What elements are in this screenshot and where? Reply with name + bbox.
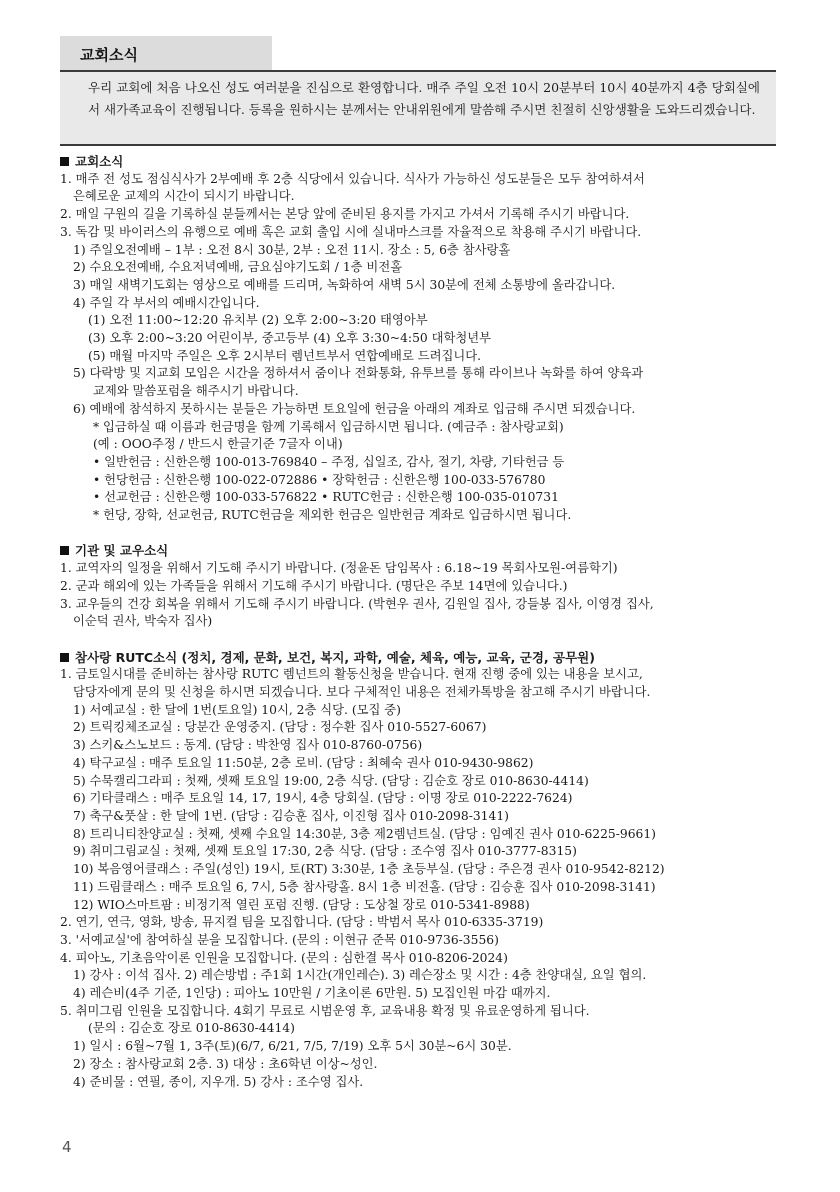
list-item: 12) WIO스마트팜 : 비정기적 열린 포럼 진행. (담당 : 도상철 장로 010-5341-8988) [73, 897, 530, 912]
list-item: (3) 오후 2:00~3:20 어린이부, 중고등부 (4) 오후 3:30~4:50 대학청년부 [88, 331, 492, 346]
list-item: 4) 레슨비(4주 기준, 1인당) : 피아노 10만원 / 기초이론 6만원. 5) 모집인원 마감 때까지. [73, 986, 551, 1001]
spacer [60, 525, 776, 543]
list-item: 4. 피아노, 기초음악이론 인원을 모집합니다. (문의 : 심한결 목사 010-8206-2024) [60, 950, 508, 965]
list-item: 담당자에게 문의 및 신청을 하시면 되겠습니다. 보다 구체적인 내용은 전체카톡방을 참고해 주시기 바랍니다. [73, 685, 651, 700]
welcome-box: 우리 교회에 처음 나오신 성도 여러분을 진심으로 환영합니다. 매주 주일 오전 10시 20분부터 10시 40분까지 4층 당회실에서 새가족교육이 진행됩니다. 등록을 원하시는 분께서는 안내위원에게 말씀해 주시면 친절히 신앙생활을 도와드리겠습니다. [60, 72, 776, 146]
list-item: (문의 : 김순호 장로 010-8630-4414) [88, 1021, 295, 1036]
list-item: 5) 다락방 및 지교회 모임은 시간을 정하셔서 줌이나 전화통화, 유투브를 통해 라이브나 녹화를 하여 양육과 [73, 366, 644, 381]
list-item: 6) 기타클래스 : 매주 토요일 14, 17, 19시, 4층 당회실. (담당 : 이명 장로 010-2222-7624) [73, 791, 573, 806]
list-item: 1. 금토일시대를 준비하는 참사랑 RUTC 렘넌트의 활동신청을 받습니다. 현재 진행 중에 있는 내용을 보시고, [60, 667, 643, 682]
list-item: 4) 준비물 : 연필, 종이, 지우개. 5) 강사 : 조수영 집사. [73, 1074, 364, 1089]
list-item: 8) 트리니티찬양교실 : 첫째, 셋째 수요일 14:30분, 3층 제2렘넌트실. (담당 : 임예진 권사 010-6225-9661) [73, 826, 656, 841]
list-item: 9) 취미그림교실 : 첫째, 셋째 토요일 17:30, 2층 식당. (담당 : 조수영 집사 010-3777-8315) [73, 844, 577, 859]
list-item: 2. 군과 해외에 있는 가족들을 위해서 기도해 주시기 바랍니다. (명단은 주보 14면에 있습니다.) [60, 578, 568, 593]
list-item: 3. 교우들의 건강 회복을 위해서 기도해 주시기 바랍니다. (박현우 권사, 김원일 집사, 강들봉 집사, 이영경 집사, [60, 596, 654, 611]
list-item: * 헌당, 장학, 선교헌금, RUTC헌금을 제외한 헌금은 일반헌금 계좌로 입금하시면 됩니다. [93, 508, 572, 523]
bullet-square-icon [60, 157, 69, 166]
list-item: 1) 강사 : 이석 집사. 2) 레슨방법 : 주1회 1시간(개인레슨). 3) 레슨장소 및 시간 : 4층 찬양대실, 요일 협의. [73, 968, 647, 983]
list-item: • 선교헌금 : 신한은행 100-033-576822 • RUTC헌금 : 신한은행 100-035-010731 [93, 490, 559, 505]
list-item: 3) 스키&스노보드 : 동계. (담당 : 박찬영 집사 010-8760-0756) [73, 738, 423, 753]
section-heading-news: 교회소식 [60, 153, 776, 171]
bullet-square-icon [60, 546, 69, 555]
page-number: 4 [62, 1138, 72, 1156]
list-item: (예 : OOO주정 / 반드시 한글기준 7글자 이내) [93, 437, 343, 452]
bullet-square-icon [60, 653, 69, 662]
list-item: (1) 오전 11:00~12:20 유치부 (2) 오후 2:00~3:20 태영아부 [88, 313, 428, 328]
list-item: 1) 일시 : 6월~7월 1, 3주(토)(6/7, 6/21, 7/5, 7/19) 오후 5시 30분~6시 30분. [73, 1039, 512, 1054]
section-heading-rutc: 참사랑 RUTC소식 (정치, 경제, 문화, 보건, 복지, 과학, 예술, 체육, 예능, 교육, 군경, 공무원) [60, 649, 776, 667]
list-item: 10) 복음영어클래스 : 주일(성인) 19시, 토(RT) 3:30분, 1층 초등부실. (담당 : 주은경 권사 010-9542-8212) [73, 862, 665, 877]
list-item: 3. 독감 및 바이러스의 유행으로 예배 혹은 교회 출입 시에 실내마스크를 자율적으로 착용해 주시기 바랍니다. [60, 224, 642, 239]
list-item: (5) 매월 마지막 주일은 오후 2시부터 렘넌트부서 연합예배로 드려집니다. [88, 348, 482, 363]
list-item: 3. '서예교실'에 참여하실 분을 모집합니다. (문의 : 이현규 준목 010-9736-3556) [60, 932, 499, 947]
list-item: 6) 예배에 참석하지 못하시는 분들은 가능하면 토요일에 헌금을 아래의 계좌로 입금해 주시면 되겠습니다. [73, 401, 636, 416]
page-title: 교회소식 [80, 46, 138, 64]
list-item: 2. 연기, 연극, 영화, 방송, 뮤지컬 팀을 모집합니다. (담당 : 박범서 목사 010-6335-3719) [60, 915, 544, 930]
list-item: 1) 서예교실 : 한 달에 1번(토요일) 10시, 2층 식당. (모집 중) [73, 702, 401, 717]
list-item: 3) 매일 새벽기도회는 영상으로 예배를 드리며, 녹화하여 새벽 5시 30분에 전체 소통방에 올라갑니다. [73, 277, 616, 292]
list-item: 7) 축구&풋살 : 한 달에 1번. (담당 : 김승훈 집사, 이진형 집사 010-2098-3141) [73, 808, 509, 823]
list-item: 은혜로운 교제의 시간이 되시기 바랍니다. [73, 189, 295, 204]
list-item: 1. 매주 전 성도 점심식사가 2부예배 후 2층 식당에서 있습니다. 식사가 가능하신 성도분들은 모두 참여하셔서 [60, 171, 645, 186]
list-item: 5. 취미그림 인원을 모집합니다. 4회기 무료로 시범운영 후, 교육내용 확정 및 유료운영하게 됩니다. [60, 1003, 590, 1018]
list-item: 5) 수묵캘리그라피 : 첫째, 셋째 토요일 19:00, 2층 식당. (담당 : 김순호 장로 010-8630-4414) [73, 773, 589, 788]
list-item: 2) 수요오전예배, 수요저녁예배, 금요심야기도회 / 1층 비전홀 [73, 260, 403, 275]
list-item: 이순덕 권사, 박숙자 집사) [73, 614, 213, 629]
content [60, 153, 776, 1091]
list-item: 2) 장소 : 참사랑교회 2층. 3) 대상 : 초6학년 이상~성인. [73, 1056, 378, 1071]
list-item: 4) 탁구교실 : 매주 토요일 11:50분, 2층 로비. (담당 : 최혜숙 권사 010-9430-9862) [73, 755, 534, 770]
spacer [60, 631, 776, 649]
list-item: • 헌당헌금 : 신한은행 100-022-072886 • 장학헌금 : 신한은행 100-033-576780 [93, 472, 546, 487]
list-item: * 입금하실 때 이름과 헌금명을 함께 기록해서 입금하시면 됩니다. (예금주 : 참사랑교회) [93, 419, 564, 434]
list-item: 1) 주일오전예배 – 1부 : 오전 8시 30분, 2부 : 오전 11시. 장소 : 5, 6층 참사랑홀 [73, 242, 511, 257]
list-item: 1. 교역자의 일정을 위해서 기도해 주시기 바랍니다. (정윤돈 담임목사 : 6.18~19 목회사모원-여름학기) [60, 561, 618, 576]
list-item: 2. 매일 구원의 길을 기록하실 분들께서는 본당 앞에 준비된 용지를 가지고 가셔서 기록해 주시기 바랍니다. [60, 207, 630, 222]
list-item: 교제와 말씀포럼을 해주시기 바랍니다. [93, 384, 299, 399]
list-item: 2) 트릭킹체조교실 : 당분간 운영중지. (담당 : 정수환 집사 010-5527-6067) [73, 720, 487, 735]
list-item: 4) 주일 각 부서의 예배시간입니다. [73, 295, 260, 310]
section-heading-ministers: 기관 및 교우소식 [60, 542, 776, 560]
list-item: 11) 드림클래스 : 매주 토요일 6, 7시, 5층 참사랑홀. 8시 1층 비전홀. (담당 : 김승훈 집사 010-2098-3141) [73, 879, 656, 894]
list-item: • 일반헌금 : 신한은행 100-013-769840 – 주정, 십일조, 감사, 절기, 차량, 기타헌금 등 [93, 454, 565, 469]
